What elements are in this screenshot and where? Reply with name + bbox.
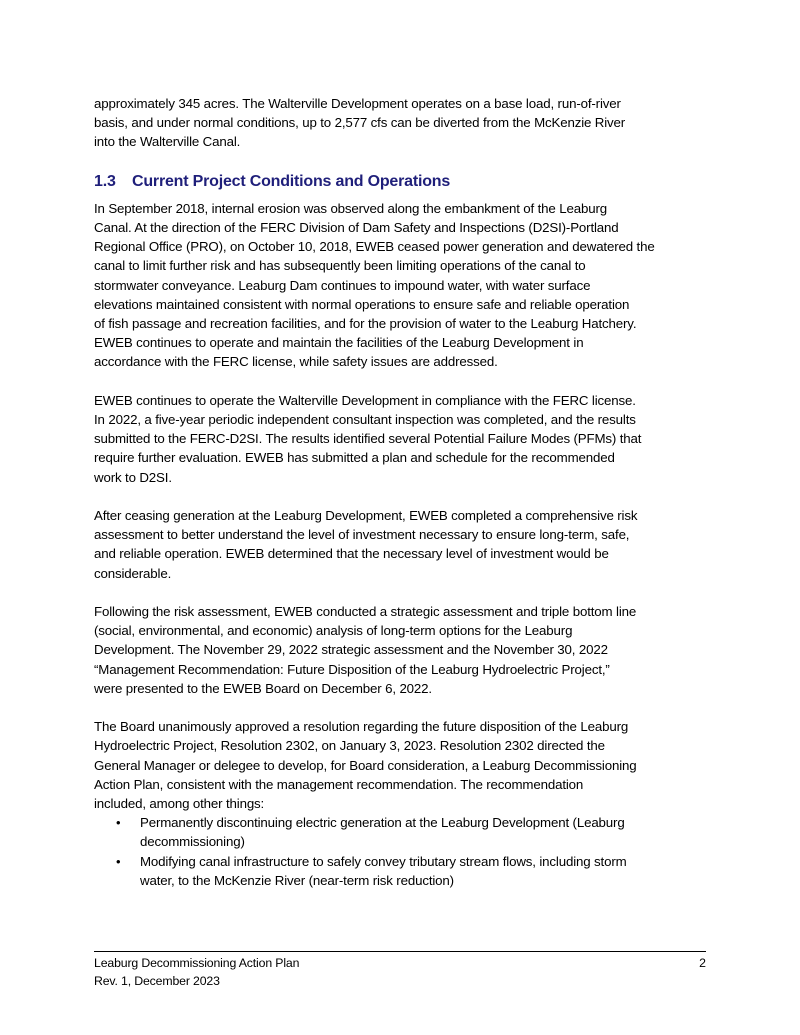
- footer-revision: Rev. 1, December 2023: [94, 974, 220, 988]
- bullet-icon: •: [116, 853, 121, 869]
- footer-title: Leaburg Decommissioning Action Plan: [94, 956, 300, 970]
- text-line: water, to the McKenzie River (near-term risk reduction): [140, 872, 454, 888]
- text-line: Development. The November 29, 2022 strategic assessment and the November 30, 2022: [94, 642, 608, 658]
- text-line: and reliable operation. EWEB determined that the necessary level of investment would be: [94, 546, 609, 562]
- section-body: [94, 199, 706, 813]
- text-line: approximately 345 acres. The Walterville Development operates on a base load, run-of-river: [94, 96, 621, 111]
- text-line: In 2022, a five-year periodic independent consultant inspection was completed, and the results: [94, 412, 636, 428]
- text-line: accordance with the FERC license, while safety issues are addressed.: [94, 354, 498, 370]
- section-number: 1.3: [94, 172, 116, 190]
- text-line: Action Plan, consistent with the management recommendation. The recommendation: [94, 776, 584, 792]
- body-paragraph: [94, 717, 706, 813]
- text-line: stormwater conveyance. Leaburg Dam continues to impound water, with water surface: [94, 277, 591, 293]
- text-line: General Manager or delegee to develop, for Board consideration, a Leaburg Decommissioning: [94, 757, 637, 773]
- text-line: EWEB continues to operate and maintain the facilities of the Leaburg Development in: [94, 335, 584, 351]
- text-line: “Management Recommendation: Future Disposition of the Leaburg Hydroelectric Project,”: [94, 661, 610, 677]
- text-line: (social, environmental, and economic) analysis of long-term options for the Leaburg: [94, 623, 573, 639]
- bullet-icon: •: [116, 815, 121, 831]
- text-line: canal to limit further risk and has subsequently been limiting operations of the canal to: [94, 258, 586, 274]
- body-paragraph: [94, 391, 706, 487]
- text-line: assessment to better understand the level of investment necessary to ensure long-term, safe,: [94, 527, 630, 543]
- text-line: Modifying canal infrastructure to safely convey tributary stream flows, including storm: [140, 853, 627, 869]
- list-item: [94, 813, 706, 851]
- body-paragraph: [94, 602, 706, 698]
- text-line: work to D2SI.: [94, 469, 172, 485]
- text-line: decommissioning): [140, 834, 245, 850]
- section-heading: [94, 171, 706, 193]
- text-line: Canal. At the direction of the FERC Division of Dam Safety and Inspections (D2SI)-Portland: [94, 220, 619, 235]
- text-line: considerable.: [94, 565, 172, 581]
- text-line: submitted to the FERC-D2SI. The results identified several Potential Failure Modes (PFMs) that: [94, 431, 642, 447]
- bullet-list: [94, 813, 706, 890]
- text-line: EWEB continues to operate the Walterville Development in compliance with the FERC license.: [94, 392, 636, 408]
- text-line: Regional Office (PRO), on October 10, 2018, EWEB ceased power generation and dewatered the: [94, 239, 655, 255]
- document-page: [94, 94, 706, 890]
- text-line: into the Walterville Canal.: [94, 134, 241, 150]
- text-line: basis, and under normal conditions, up to 2,577 cfs can be diverted from the McKenzie River: [94, 115, 626, 131]
- intro-paragraph: [94, 94, 706, 152]
- text-line: Hydroelectric Project, Resolution 2302, on January 3, 2023. Resolution 2302 directed the: [94, 738, 605, 754]
- text-line: In September 2018, internal erosion was observed along the embankment of the Leaburg: [94, 200, 607, 216]
- page-number: 2: [699, 956, 706, 970]
- page-footer: [94, 951, 706, 990]
- text-line: Permanently discontinuing electric generation at the Leaburg Development (Leaburg: [140, 815, 625, 831]
- text-line: of fish passage and recreation facilities, and for the provision of water to the Leaburg Hatchery.: [94, 316, 637, 332]
- text-line: elevations maintained consistent with normal operations to ensure safe and reliable operation: [94, 296, 630, 312]
- text-line: After ceasing generation at the Leaburg Development, EWEB completed a comprehensive risk: [94, 508, 638, 524]
- body-paragraph: [94, 506, 706, 583]
- body-paragraph: [94, 199, 706, 372]
- text-line: The Board unanimously approved a resolution regarding the future disposition of the Leaburg: [94, 719, 629, 735]
- section-title: Current Project Conditions and Operations: [132, 172, 451, 190]
- list-item: [94, 852, 706, 890]
- text-line: were presented to the EWEB Board on December 6, 2022.: [94, 680, 432, 696]
- text-line: included, among other things:: [94, 796, 265, 812]
- text-line: require further evaluation. EWEB has submitted a plan and schedule for the recommended: [94, 450, 615, 466]
- text-line: Following the risk assessment, EWEB conducted a strategic assessment and triple bottom line: [94, 604, 637, 620]
